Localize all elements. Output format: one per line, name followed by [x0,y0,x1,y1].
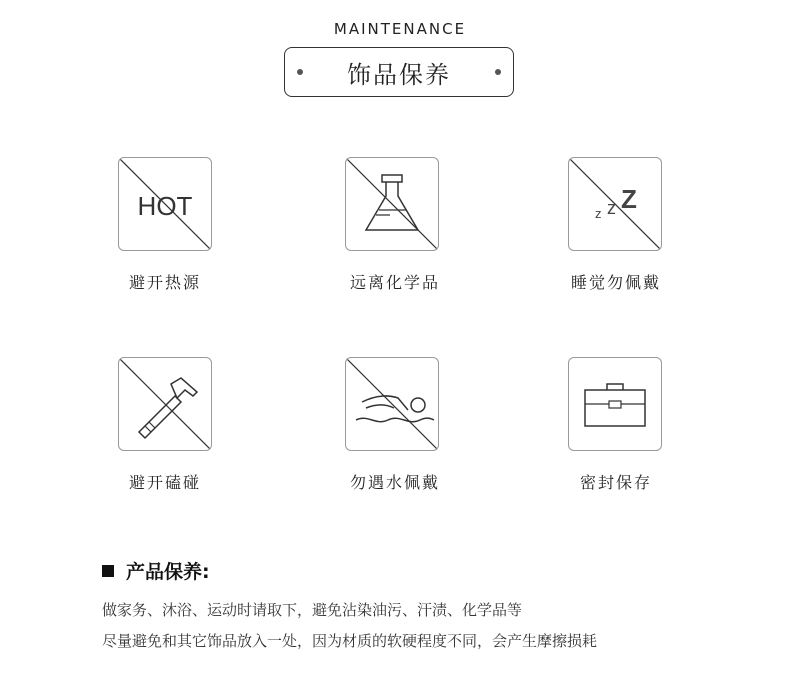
tile-sleep [568,157,662,251]
flask-icon [346,158,438,250]
tile-impact [118,357,212,451]
badge-dot-left [297,69,303,75]
swimmer-icon [346,358,438,450]
title-badge [284,47,514,97]
tile-chemical [345,157,439,251]
body-line-2: 尽量避免和其它饰品放入一处，因为材质的软硬程度不同，会产生摩擦损耗 [102,632,598,650]
section-title: 产品保养: [126,561,210,583]
tile-label-water: 勿遇水佩戴 [349,473,440,492]
bullet-square-icon [102,565,114,577]
body-line-1: 做家务、沐浴、运动时请取下，避免沾染油污、汗渍、化学品等 [102,601,523,619]
page-title: 饰品保养 [347,60,451,89]
hammer-icon [119,358,211,450]
tile-water [345,357,439,451]
tile-label-hot: 避开热源 [128,273,201,292]
svg-text:Z: Z [621,184,637,214]
svg-text:z: z [607,198,616,218]
section-heading [102,557,210,584]
hot-icon-text: HOT [137,191,193,221]
badge-dot-right [495,69,501,75]
tile-hot [118,157,212,251]
tile-label-chemical: 远离化学品 [349,273,440,292]
svg-text:z: z [595,206,602,221]
tile-sealed [568,357,662,451]
tile-label-impact: 避开磕碰 [128,473,201,492]
hot-icon [119,158,211,250]
tile-label-sleep: 睡觉勿佩戴 [570,273,661,292]
briefcase-icon [569,358,661,450]
tile-label-sealed: 密封保存 [579,473,652,492]
sleep-zzz-icon [569,158,661,250]
header-subtitle: MAINTENANCE [333,20,467,38]
